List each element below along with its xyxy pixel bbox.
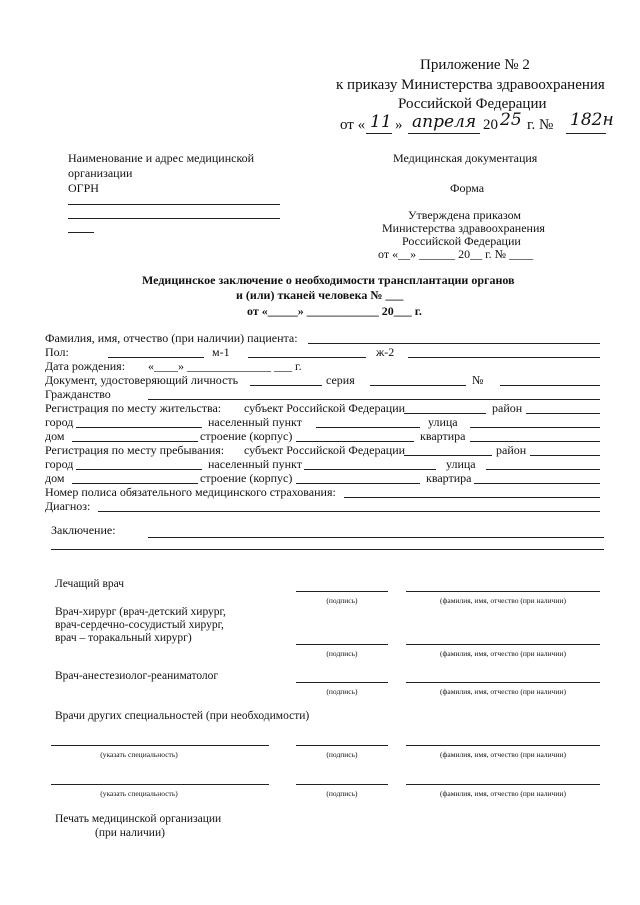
reg-stay-settlement-label: населенный пункт (208, 457, 302, 471)
reg-residence-building-line[interactable] (296, 441, 414, 442)
other1-spec-caption: (указать специальность) (100, 750, 178, 759)
anesthesiologist-name-caption: (фамилия, имя, отчество (при наличии) (440, 687, 566, 696)
reg-stay-apartment-line[interactable] (474, 483, 600, 484)
id-doc-line[interactable] (250, 385, 322, 386)
surgeon-label: Врач-хирург (врач-детский хирург, (55, 606, 226, 618)
medical-doc-label: Медицинская документация (393, 151, 538, 165)
annex-order-line: к приказу Министерства здравоохранения (336, 77, 605, 93)
attending-name-caption: (фамилия, имя, отчество (при наличии) (440, 596, 566, 605)
other1-name-caption: (фамилия, имя, отчество (при наличии) (440, 750, 566, 759)
fio-line[interactable] (308, 343, 600, 344)
attending-doctor-label: Лечащий врач (55, 578, 125, 590)
reg-stay-subject-line[interactable] (404, 455, 492, 456)
other2-name-caption: (фамилия, имя, отчество (при наличии) (440, 789, 566, 798)
reg-stay-apartment-label: квартира (426, 471, 472, 485)
citizenship-label: Гражданство (45, 387, 111, 401)
birth-label: Дата рождения: (45, 359, 126, 373)
policy-line[interactable] (344, 497, 600, 498)
org-line-1 (68, 204, 280, 205)
other1-name-line[interactable] (406, 745, 600, 746)
sex-m-line[interactable] (108, 357, 204, 358)
other2-spec-line[interactable] (51, 784, 269, 785)
other2-sign-line[interactable] (296, 784, 388, 785)
series-line[interactable] (370, 385, 466, 386)
policy-label: Номер полиса обязательного медицинского страхования: (45, 485, 336, 499)
other-specialists-label: Врачи других специальностей (при необходимости) (55, 710, 310, 722)
sex-m1-label: м-1 (212, 345, 230, 359)
anesthesiologist-sign-caption: (подпись) (326, 687, 358, 696)
approved-federation: Российской Федерации (402, 234, 521, 248)
annex-from-label: от « (340, 117, 366, 133)
birth-field[interactable]: «____» ______________ ___ г. (148, 359, 302, 373)
annex-year-prefix: 20 (483, 117, 498, 133)
id-number-label: № (472, 373, 484, 387)
annex-day-handwritten: 11 (370, 112, 392, 132)
reg-residence-district-line[interactable] (526, 413, 600, 414)
reg-residence-subject-label: субъект Российской Федерации (244, 401, 406, 415)
reg-residence-street-line[interactable] (470, 427, 600, 428)
reg-stay-subject-label: субъект Российской Федерации (244, 443, 406, 457)
reg-residence-settlement-label: населенный пункт (208, 415, 302, 429)
reg-stay-settlement-line[interactable] (304, 469, 436, 470)
anesthesiologist-name-line[interactable] (406, 682, 600, 683)
anesthesiologist-label: Врач-анестезиолог-реаниматолог (55, 670, 219, 682)
surgeon-sign-line[interactable] (296, 644, 388, 645)
reg-stay-label: Регистрация по месту пребывания: (45, 443, 225, 457)
other2-name-line[interactable] (406, 784, 600, 785)
reg-stay-city-label: город (45, 457, 74, 471)
sex-mid-line[interactable] (248, 357, 366, 358)
reg-stay-building-label: строение (корпус) (200, 471, 293, 485)
annex-title: Приложение № 2 (420, 57, 530, 73)
surgeon-name-caption: (фамилия, имя, отчество (при наличии) (440, 649, 566, 658)
reg-residence-settlement-line[interactable] (316, 427, 420, 428)
sex-label: Пол: (45, 345, 69, 359)
reg-stay-house-line[interactable] (72, 483, 198, 484)
ogrn-label: ОГРН (68, 181, 99, 195)
diagnosis-label: Диагноз: (45, 499, 91, 513)
reg-stay-district-label: район (496, 443, 527, 457)
diagnosis-line[interactable] (98, 511, 600, 512)
surgeon-label-3: врач – торакальный хирург) (55, 632, 192, 644)
attending-sign-caption: (подпись) (326, 596, 358, 605)
other2-sign-caption: (подпись) (326, 789, 358, 798)
surgeon-sign-caption: (подпись) (326, 649, 358, 658)
reg-residence-house-line[interactable] (72, 441, 198, 442)
surgeon-name-line[interactable] (406, 644, 600, 645)
approved-label: Утверждена приказом (408, 208, 521, 222)
conclusion-title-2: и (или) тканей человека № ___ (236, 288, 404, 302)
sex-zh2-label: ж-2 (376, 345, 395, 359)
fio-label: Фамилия, имя, отчество (при наличии) пациента: (45, 331, 298, 345)
annex-close-quote: » (395, 117, 403, 133)
stamp-label: Печать медицинской организации (55, 813, 222, 825)
surgeon-label-2: врач-сердечно-сосудистый хирург, (55, 619, 224, 631)
other2-spec-caption: (указать специальность) (100, 789, 178, 798)
reg-residence-label: Регистрация по месту жительства: (45, 401, 222, 415)
conclusion-label: Заключение: (51, 523, 116, 537)
annex-month-handwritten: апреля (412, 112, 477, 132)
org-line-3 (68, 232, 94, 233)
approved-ministry: Министерства здравоохранения (382, 221, 545, 235)
series-label: серия (326, 373, 355, 387)
reg-residence-city-label: город (45, 415, 74, 429)
reg-stay-street-label: улица (446, 457, 476, 471)
form-label: Форма (450, 181, 485, 195)
reg-residence-city-line[interactable] (76, 427, 202, 428)
other1-sign-line[interactable] (296, 745, 388, 746)
reg-residence-apartment-label: квартира (420, 429, 466, 443)
reg-stay-district-line[interactable] (530, 455, 600, 456)
id-doc-label: Документ, удостоверяющий личность (45, 373, 239, 387)
reg-stay-house-label: дом (45, 471, 65, 485)
citizenship-line[interactable] (148, 399, 600, 400)
annex-year-suffix: г. № (527, 117, 554, 133)
reg-residence-building-label: строение (корпус) (200, 429, 293, 443)
conclusion-line-2[interactable] (51, 549, 604, 550)
reg-stay-city-line[interactable] (76, 469, 202, 470)
org-line-2 (68, 218, 280, 219)
attending-sign-line[interactable] (296, 591, 388, 592)
annex-ministry-line: Российской Федерации (398, 96, 547, 112)
reg-residence-subject-line[interactable] (404, 413, 486, 414)
org-name-label-2: организации (68, 166, 133, 180)
stamp-label-2: (при наличии) (95, 827, 165, 839)
annex-year-handwritten: 25 (500, 110, 522, 130)
annex-day-line (366, 133, 392, 134)
conclusion-title: Медицинское заключение о необходимости трансплантации органов (142, 273, 515, 287)
approved-date-number: от «__» ______ 20__ г. № ____ (378, 247, 534, 261)
attending-name-line[interactable] (406, 591, 600, 592)
conclusion-line-1[interactable] (148, 537, 604, 538)
reg-residence-district-label: район (492, 401, 523, 415)
org-name-label: Наименование и адрес медицинской (68, 151, 255, 165)
reg-residence-house-label: дом (45, 429, 65, 443)
other1-spec-line[interactable] (51, 745, 269, 746)
reg-stay-street-line[interactable] (486, 469, 600, 470)
other1-sign-caption: (подпись) (326, 750, 358, 759)
annex-month-line (408, 133, 480, 134)
reg-residence-street-label: улица (428, 415, 458, 429)
annex-number-handwritten: 182н (570, 110, 614, 130)
conclusion-title-date: от «_____» ____________ 20___ г. (247, 304, 422, 318)
reg-stay-building-line[interactable] (296, 483, 420, 484)
annex-number-line (566, 133, 606, 134)
anesthesiologist-sign-line[interactable] (296, 682, 388, 683)
reg-residence-apartment-line[interactable] (470, 441, 600, 442)
id-number-line[interactable] (500, 385, 600, 386)
sex-zh-line[interactable] (408, 357, 600, 358)
